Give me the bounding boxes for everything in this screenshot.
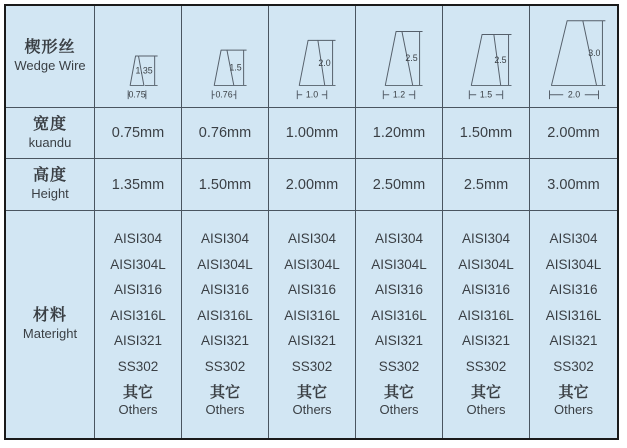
- material-item: AISI316: [549, 282, 598, 298]
- material-list-cell: [356, 211, 443, 438]
- material-list-cell: [182, 211, 269, 438]
- material-item: AISI321: [549, 333, 598, 349]
- width-value: 2.00mm: [547, 125, 600, 141]
- row-header-material: [6, 211, 95, 438]
- material-item: AISI304L: [197, 256, 253, 272]
- diagram-cell-6: [530, 6, 617, 108]
- row-header-width: [6, 108, 95, 159]
- diagram-cell-1: [95, 6, 182, 108]
- material-list-cell: [269, 211, 356, 438]
- material-others: [292, 384, 331, 418]
- width-value: 0.75mm: [111, 125, 165, 141]
- height-value: 2.50mm: [372, 176, 426, 193]
- diagram-cell-3: [269, 6, 356, 108]
- material-others-en: Others: [379, 401, 419, 417]
- wedge-wire-diagram-2: [182, 7, 269, 107]
- diagram-height-label: 2.5: [405, 52, 418, 63]
- material-item: AISI316: [461, 282, 511, 298]
- diagram-height-label: 3.0: [587, 47, 600, 58]
- material-item: SS302: [117, 358, 159, 374]
- material-item: AISI316: [374, 282, 424, 298]
- material-others: [205, 384, 244, 418]
- width-value-cell: [182, 108, 269, 159]
- width-value: 1.00mm: [285, 125, 339, 141]
- wedge-wire-diagram-4: [356, 7, 443, 107]
- width-value-cell: [530, 108, 617, 159]
- material-others-en: Others: [466, 401, 506, 417]
- material-list-cell: [95, 211, 182, 438]
- material-others-cn: 其它: [383, 383, 414, 401]
- material-item: SS302: [553, 358, 594, 374]
- material-label-cn: 材料: [32, 307, 67, 325]
- material-item: AISI304: [461, 231, 511, 247]
- height-value-cell: [95, 159, 182, 211]
- material-others: [118, 384, 157, 418]
- height-value: 3.00mm: [547, 176, 600, 193]
- material-item: AISI304L: [371, 256, 427, 272]
- wedge-wire-diagram-1: [95, 7, 182, 107]
- material-item: AISI316: [200, 282, 250, 298]
- width-value-cell: [356, 108, 443, 159]
- material-item: AISI304: [287, 231, 337, 247]
- height-value-cell: [530, 159, 617, 211]
- width-label-en: kuandu: [28, 134, 72, 150]
- material-others: [379, 384, 418, 418]
- height-value-cell: [182, 159, 269, 211]
- material-item: AISI321: [374, 333, 424, 349]
- diagram-cell-5: [443, 6, 530, 108]
- diagram-height-label: 2.0: [318, 57, 331, 68]
- material-item: AISI316L: [545, 307, 602, 323]
- material-item: AISI316: [113, 282, 163, 298]
- material-item: AISI304L: [545, 256, 602, 272]
- height-value: 2.5mm: [463, 176, 509, 193]
- height-value-cell: [269, 159, 356, 211]
- material-others-cn: 其它: [296, 383, 327, 401]
- height-value: 2.00mm: [285, 176, 339, 193]
- height-value-cell: [443, 159, 530, 211]
- material-item: AISI304L: [458, 256, 514, 272]
- width-value-cell: [95, 108, 182, 159]
- diagram-width-label: 1.2: [392, 89, 406, 100]
- material-item: SS302: [378, 358, 420, 374]
- height-value: 1.50mm: [198, 176, 252, 193]
- width-value-cell: [269, 108, 356, 159]
- material-item: AISI304L: [284, 256, 340, 272]
- material-item: AISI316L: [284, 307, 340, 323]
- material-item: AISI304: [200, 231, 250, 247]
- material-others-cn: 其它: [470, 383, 501, 401]
- material-item: AISI304: [549, 231, 598, 247]
- material-others-en: Others: [292, 401, 332, 417]
- material-others: [554, 384, 593, 418]
- material-item: SS302: [204, 358, 246, 374]
- material-others-cn: 其它: [122, 383, 153, 401]
- row-header-wedge-wire: [6, 6, 95, 108]
- material-others-cn: 其它: [209, 383, 240, 401]
- width-label-cn: 宽度: [32, 115, 67, 133]
- material-item: AISI304: [113, 231, 163, 247]
- diagram-width-label: 2.0: [567, 89, 580, 100]
- width-value: 0.76mm: [198, 125, 252, 141]
- material-others: [466, 384, 505, 418]
- height-value-cell: [356, 159, 443, 211]
- diagram-width-label: 1.5: [479, 89, 493, 100]
- row-header-height: [6, 159, 95, 211]
- wedge-wire-diagram-5: [443, 7, 530, 107]
- material-item: AISI316L: [197, 307, 253, 323]
- row-header-en: Wedge Wire: [14, 58, 86, 74]
- material-item: SS302: [465, 358, 507, 374]
- wedge-wire-diagram-6: [530, 7, 617, 107]
- width-value: 1.50mm: [459, 125, 513, 141]
- material-item: AISI321: [287, 333, 337, 349]
- material-item: AISI316L: [110, 307, 166, 323]
- material-item: AISI316L: [371, 307, 427, 323]
- material-list-cell: [530, 211, 617, 438]
- material-others-cn: 其它: [558, 383, 589, 401]
- diagram-cell-2: [182, 6, 269, 108]
- diagram-height-label: 1.5: [229, 62, 242, 73]
- material-item: SS302: [291, 358, 333, 374]
- diagram-cell-4: [356, 6, 443, 108]
- height-value: 1.35mm: [111, 176, 165, 193]
- wedge-wire-diagram-3: [269, 7, 356, 107]
- material-item: AISI304L: [110, 256, 166, 272]
- diagram-width-label: 0.75: [128, 89, 146, 100]
- material-item: AISI304: [374, 231, 424, 247]
- material-item: AISI316: [287, 282, 337, 298]
- width-value-cell: [443, 108, 530, 159]
- material-others-en: Others: [205, 401, 245, 417]
- diagram-height-label: 2.5: [494, 54, 507, 65]
- material-item: AISI321: [113, 333, 163, 349]
- material-label-en: Materight: [22, 326, 78, 342]
- width-value: 1.20mm: [372, 125, 426, 141]
- material-others-en: Others: [553, 401, 593, 417]
- row-header-cn: 楔形丝: [24, 39, 76, 57]
- material-item: AISI321: [461, 333, 511, 349]
- material-others-en: Others: [118, 401, 158, 417]
- material-list-cell: [443, 211, 530, 438]
- height-label-cn: 高度: [32, 167, 67, 185]
- material-item: AISI321: [200, 333, 250, 349]
- diagram-width-label: 0.76: [215, 89, 233, 100]
- wedge-wire-spec-table: [4, 4, 619, 440]
- diagram-width-label: 1.0: [305, 89, 319, 100]
- diagram-height-label: 1.35: [135, 65, 153, 76]
- material-item: AISI316L: [458, 307, 514, 323]
- height-label-en: Height: [31, 186, 69, 202]
